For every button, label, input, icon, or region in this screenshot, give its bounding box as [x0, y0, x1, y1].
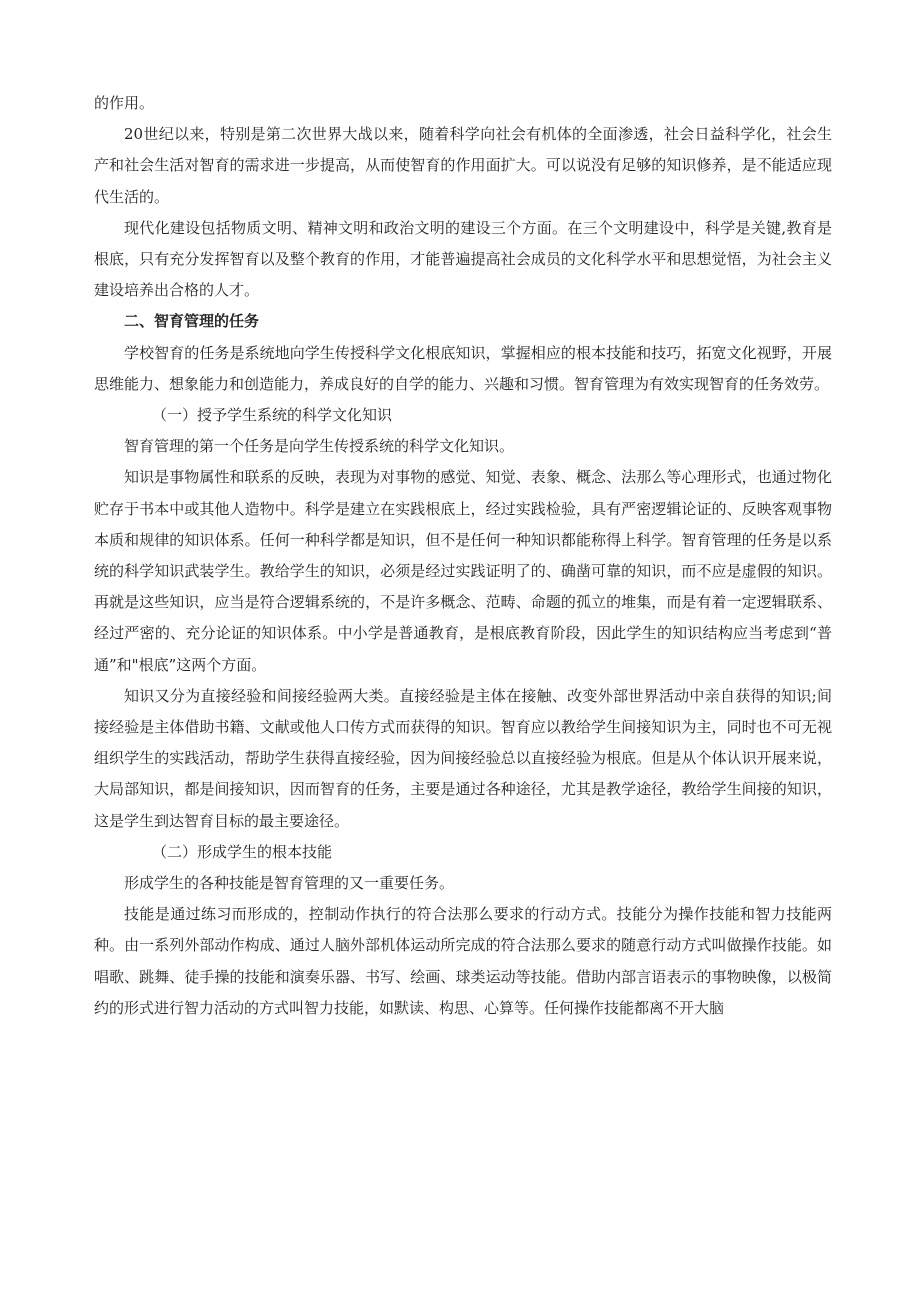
section-heading-tasks: 二、智育管理的任务: [124, 312, 260, 331]
paragraph-school-intellectual-education: 学校智育的任务是系统地向学生传授科学文化根底知识，掌握相应的根本技能和技巧，拓宽文化视野，开展思维能力、想象能力和创造能力，养成良好的自学的能力、兴趣和习惯。智育管理为有效实现智育的任务效劳。: [94, 343, 832, 393]
paragraph-skills-task: 形成学生的各种技能是智育管理的又一重要任务。: [124, 874, 455, 893]
paragraph-skills-definition: 技能是通过练习而形成的，控制动作执行的符合法那么要求的行动方式。技能分为操作技能和智力技能两种。由一系列外部动作构成、通过人脑外部机体运动所完成的符合法那么要求的随意行动方式叫做操作技能。如唱歌、跳舞、徒手操的技能和演奏乐器、书写、绘画、球类运动等技能。借助内部言语表示的事物映像，以极简约的形式进行智力活动的方式叫智力技能，如默读、构思、心算等。任何操作技能都离不开大脑: [94, 905, 832, 1017]
paragraph-knowledge-definition: 知识是事物属性和联系的反映，表现为对事物的感觉、知觉、表象、概念、法那么等心理形式，也通过物化贮存于书本中或其他人造物中。科学是建立在实践根底上，经过实践检验，具有严密逻辑论证的、反映客观事物本质和规律的知识体系。任何一种科学都是知识，但不是任何一种知识都能称得上科学。智育管理的任务是以系统的科学知识武装学生。教给学生的知识，必须是经过实践证明了的、确凿可靠的知识，而不应是虚假的知识。再就是这些知识，应当是符合逻辑系统的，不是许多概念、范畴、命题的孤立的堆集，而是有着一定逻辑联系、经过严密的、充分论证的知识体系。中小学是普通教育，是根底教育阶段，因此学生的知识结构应当考虑到“普通”和"根底”这两个方面。: [94, 468, 832, 674]
paragraph-20th-century: 20世纪以来，特别是第二次世界大战以来，随着科学向社会有机体的全面渗透，社会日益科学化，社会生产和社会生活对智育的需求进一步提高，从而使智育的作用面扩大。可以说没有足够的知识修养，是不能适应现代生活的。: [94, 125, 832, 206]
paragraph-modernization: 现代化建设包括物质文明、精神文明和政治文明的建设三个方面。在三个文明建设中，科学是关键,教育是根底，只有充分发挥智育以及整个教育的作用，才能普遍提高社会成员的文化科学水平和思想觉悟，为社会主义建设培养出合格的人才。: [94, 218, 832, 300]
subheading-skills: （二）形成学生的根本技能: [152, 842, 333, 861]
subheading-knowledge: （一）授予学生系统的科学文化知识: [152, 406, 393, 425]
document-page: [94, 88, 832, 1024]
paragraph-first-task: 智育管理的第一个任务是向学生传授系统的科学文化知识。: [124, 437, 515, 456]
paragraph-direct-indirect-experience: 知识又分为直接经验和间接经验两大类。直接经验是主体在接触、改变外部世界活动中亲自获得的知识;间接经验是主体借助书籍、文献或他人口传方式而获得的知识。智育应以教给学生间接知识为主，同时也不可无视组织学生的实践活动，帮助学生获得直接经验，因为间接经验总以直接经验为根底。但是从个体认识开展来说，大局部知识，都是间接知识，因而智育的任务，主要是通过各种途径，尤其是教学途径，教给学生间接的知识，这是学生到达智育目标的最主要途径。: [94, 686, 832, 830]
paragraph-continuation: 的作用。: [94, 94, 155, 112]
